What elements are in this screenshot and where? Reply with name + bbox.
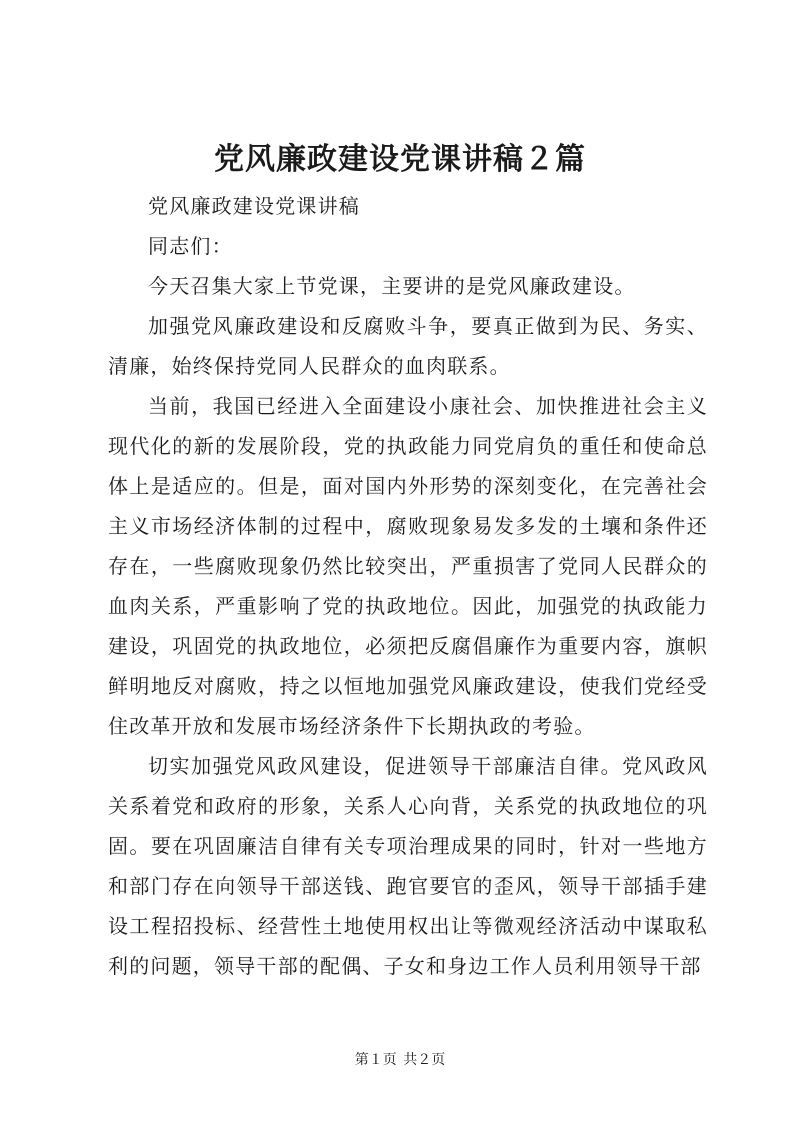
document-body: [108, 186, 708, 986]
paragraph-intro: 今天召集大家上节党课，主要讲的是党风廉政建设。: [148, 274, 636, 298]
paragraph-strengthen: 加强党风廉政建设和反腐败斗争，要真正做到为民、务实、清廉，始终保持党同人民群众的血肉联系。: [108, 314, 708, 378]
paragraph-current-situation: 当前，我国已经进入全面建设小康社会、加快推进社会主义现代化的新的发展阶段，党的执政能力同党肩负的重任和使命总体上是适应的。但是，面对国内外形势的深刻变化，在完善社会主义市场经济体制的过程中，腐败现象易发多发的土壤和条件还存在，一些腐败现象仍然比较突出，严重损害了党同人民群众的血肉关系，严重影响了党的执政地位。因此，加强党的执政能力建设，巩固党的执政地位，必须把反腐倡廉作为重要内容，旗帜鲜明地反对腐败，持之以恒地加强党风廉政建设，使我们党经受住改革开放和发展市场经济条件下长期执政的考验。: [108, 394, 708, 738]
document-title: 党风廉政建设党课讲稿２篇: [214, 142, 586, 177]
paragraph-party-style: 切实加强党风政风建设，促进领导干部廉洁自律。党风政风关系着党和政府的形象，关系人心向背，关系党的执政地位的巩固。要在巩固廉洁自律有关专项治理成果的同时，针对一些地方和部门存在向领导干部送钱、跑官要官的歪风，领导干部插手建设工程招投标、经营性土地使用权出让等微观经济活动中谋取私利的问题，领导干部的配偶、子女和身边工作人员利用领导干部: [108, 754, 708, 978]
paragraph-salutation: 同志们：: [148, 234, 233, 258]
page-total: 共２页: [403, 1052, 446, 1068]
page-number: 第１页: [354, 1052, 397, 1068]
paragraph-subtitle: 党风廉政建设党课讲稿: [148, 194, 360, 218]
page-footer: [0, 1050, 800, 1070]
